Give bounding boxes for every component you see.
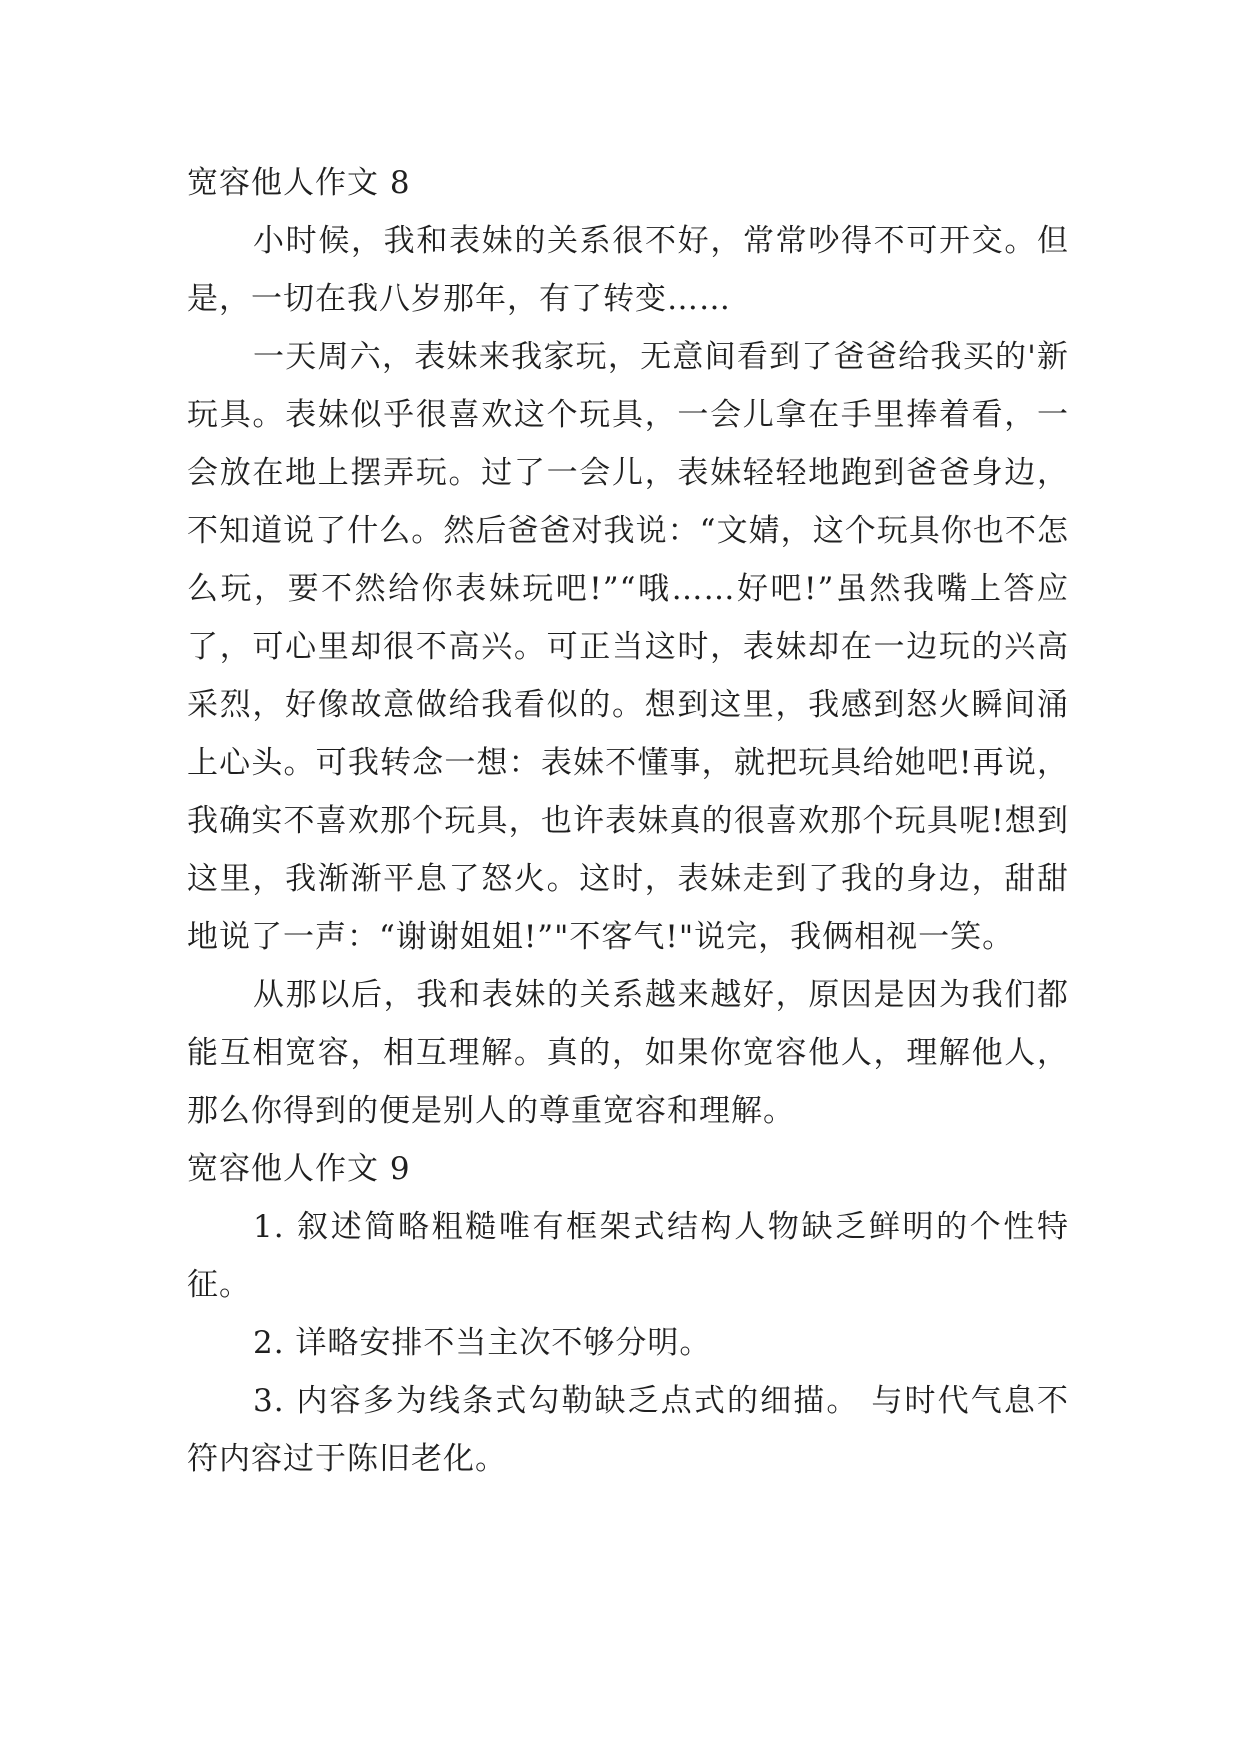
essay-9-list-item-3: 3. 内容多为线条式勾勒缺乏点式的细描。 与时代气息不符内容过于陈旧老化。 [187, 1383, 1069, 1477]
essay-8-paragraph-2: 一天周六，表妹来我家玩，无意间看到了爸爸给我买的'新玩具。表妹似乎很喜欢这个玩具，一会儿拿在手里捧着看，一会放在地上摆弄玩。过了一会儿，表妹轻轻地跑到爸爸身边，不知道说了什么。然后爸爸对我说：“文婧，这个玩具你也不怎么玩，要不然给你表妹玩吧!”“哦……好吧!”虽然我嘴上答应了，可心里却很不高兴。可正当这时，表妹却在一边玩的兴高采烈，好像故意做给我看似的。想到这里，我感到怒火瞬间涌上心头。可我转念一想：表妹不懂事，就把玩具给她吧!再说，我确实不喜欢那个玩具，也许表妹真的很喜欢那个玩具呢!想到这里，我渐渐平息了怒火。这时，表妹走到了我的身边，甜甜地说了一声：“谢谢姐姐!”"不客气!"说完，我俩相视一笑。 [187, 339, 1069, 955]
section-title-9: 宽容他人作文 9 [187, 1151, 411, 1187]
essay-9-list-item-2: 2. 详略安排不当主次不够分明。 [253, 1325, 712, 1361]
section-title-8: 宽容他人作文 8 [187, 165, 411, 201]
document-page [187, 154, 1069, 1488]
essay-8-paragraph-3: 从那以后，我和表妹的关系越来越好，原因是因为我们都能互相宽容，相互理解。真的，如果你宽容他人，理解他人，那么你得到的便是别人的尊重宽容和理解。 [187, 977, 1069, 1129]
essay-9-list-item-1: 1. 叙述简略粗糙唯有框架式结构人物缺乏鲜明的个性特征。 [187, 1209, 1069, 1303]
essay-8-paragraph-1: 小时候，我和表妹的关系很不好，常常吵得不可开交。但是，一切在我八岁那年，有了转变…… [187, 223, 1069, 317]
